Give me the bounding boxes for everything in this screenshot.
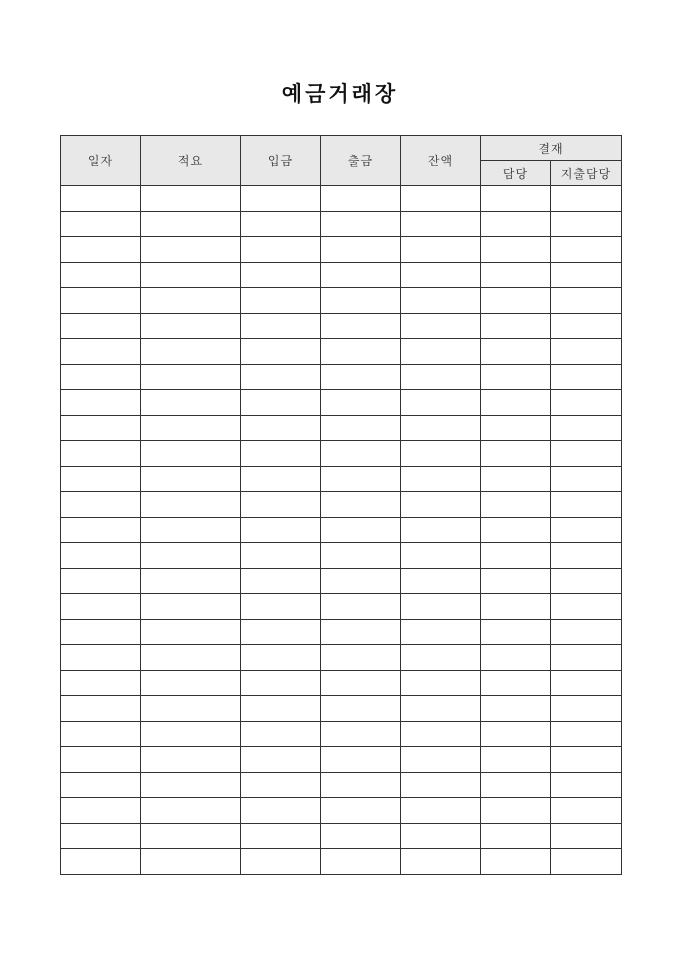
deposit-cell[interactable] [241,262,321,288]
approval-manager-cell[interactable] [481,492,551,518]
balance-cell[interactable] [401,339,481,365]
deposit-cell[interactable] [241,594,321,620]
balance-cell[interactable] [401,543,481,569]
approval-manager-cell[interactable] [481,288,551,314]
approval-expense-manager-cell[interactable] [551,670,622,696]
withdrawal-cell[interactable] [321,211,401,237]
withdrawal-cell[interactable] [321,798,401,824]
withdrawal-cell[interactable] [321,543,401,569]
deposit-cell[interactable] [241,772,321,798]
date-cell[interactable] [61,186,141,212]
deposit-cell[interactable] [241,721,321,747]
description-cell[interactable] [141,186,241,212]
deposit-cell[interactable] [241,670,321,696]
approval-manager-cell[interactable] [481,849,551,875]
withdrawal-cell[interactable] [321,696,401,722]
deposit-cell[interactable] [241,364,321,390]
approval-manager-cell[interactable] [481,798,551,824]
description-cell[interactable] [141,543,241,569]
table-row [61,186,622,212]
deposit-cell[interactable] [241,568,321,594]
deposit-cell[interactable] [241,619,321,645]
date-cell[interactable] [61,747,141,773]
date-cell[interactable] [61,211,141,237]
approval-manager-cell[interactable] [481,313,551,339]
withdrawal-cell[interactable] [321,517,401,543]
withdrawal-cell[interactable] [321,415,401,441]
table-row [61,415,622,441]
balance-cell[interactable] [401,288,481,314]
date-cell[interactable] [61,288,141,314]
balance-cell[interactable] [401,747,481,773]
withdrawal-cell[interactable] [321,721,401,747]
table-row [61,390,622,416]
balance-cell[interactable] [401,364,481,390]
header-balance: 잔액 [401,136,481,186]
deposit-ledger-table [60,135,622,875]
date-cell[interactable] [61,798,141,824]
approval-expense-manager-cell[interactable] [551,721,622,747]
deposit-cell[interactable] [241,211,321,237]
approval-manager-cell[interactable] [481,441,551,467]
date-cell[interactable] [61,466,141,492]
deposit-cell[interactable] [241,237,321,263]
approval-manager-cell[interactable] [481,772,551,798]
deposit-cell[interactable] [241,288,321,314]
table-row [61,543,622,569]
withdrawal-cell[interactable] [321,441,401,467]
approval-expense-manager-cell[interactable] [551,466,622,492]
header-approval: 결재 [481,136,622,161]
approval-manager-cell[interactable] [481,186,551,212]
date-cell[interactable] [61,313,141,339]
approval-expense-manager-cell[interactable] [551,364,622,390]
approval-manager-cell[interactable] [481,237,551,263]
page-title: 예금거래장 [281,81,399,106]
description-cell[interactable] [141,747,241,773]
approval-expense-manager-cell[interactable] [551,390,622,416]
withdrawal-cell[interactable] [321,568,401,594]
withdrawal-cell[interactable] [321,364,401,390]
deposit-cell[interactable] [241,492,321,518]
approval-expense-manager-cell[interactable] [551,696,622,722]
table-row [61,211,622,237]
table-row [61,823,622,849]
balance-cell[interactable] [401,670,481,696]
balance-cell[interactable] [401,594,481,620]
table-row [61,441,622,467]
table-row [61,466,622,492]
header-description: 적요 [141,136,241,186]
table-row [61,849,622,875]
description-cell[interactable] [141,594,241,620]
deposit-cell[interactable] [241,466,321,492]
approval-expense-manager-cell[interactable] [551,441,622,467]
description-cell[interactable] [141,823,241,849]
balance-cell[interactable] [401,823,481,849]
table-row [61,721,622,747]
balance-cell[interactable] [401,211,481,237]
deposit-cell[interactable] [241,186,321,212]
date-cell[interactable] [61,721,141,747]
deposit-cell[interactable] [241,441,321,467]
approval-expense-manager-cell[interactable] [551,772,622,798]
balance-cell[interactable] [401,313,481,339]
approval-manager-cell[interactable] [481,721,551,747]
withdrawal-cell[interactable] [321,313,401,339]
description-cell[interactable] [141,619,241,645]
balance-cell[interactable] [401,415,481,441]
description-cell[interactable] [141,466,241,492]
description-cell[interactable] [141,696,241,722]
description-cell[interactable] [141,798,241,824]
table-row [61,492,622,518]
date-cell[interactable] [61,237,141,263]
approval-manager-cell[interactable] [481,211,551,237]
deposit-cell[interactable] [241,543,321,569]
approval-expense-manager-cell[interactable] [551,517,622,543]
date-cell[interactable] [61,619,141,645]
deposit-cell[interactable] [241,798,321,824]
description-cell[interactable] [141,313,241,339]
description-cell[interactable] [141,721,241,747]
approval-expense-manager-cell[interactable] [551,313,622,339]
description-cell[interactable] [141,390,241,416]
date-cell[interactable] [61,696,141,722]
date-cell[interactable] [61,772,141,798]
deposit-cell[interactable] [241,517,321,543]
deposit-cell[interactable] [241,747,321,773]
approval-manager-cell[interactable] [481,262,551,288]
withdrawal-cell[interactable] [321,186,401,212]
approval-expense-manager-cell[interactable] [551,823,622,849]
withdrawal-cell[interactable] [321,619,401,645]
approval-manager-cell[interactable] [481,364,551,390]
approval-manager-cell[interactable] [481,568,551,594]
description-cell[interactable] [141,517,241,543]
approval-manager-cell[interactable] [481,747,551,773]
withdrawal-cell[interactable] [321,492,401,518]
withdrawal-cell[interactable] [321,390,401,416]
balance-cell[interactable] [401,517,481,543]
approval-manager-cell[interactable] [481,517,551,543]
header-deposit: 입금 [241,136,321,186]
deposit-cell[interactable] [241,849,321,875]
withdrawal-cell[interactable] [321,466,401,492]
deposit-cell[interactable] [241,823,321,849]
withdrawal-cell[interactable] [321,823,401,849]
description-cell[interactable] [141,237,241,263]
approval-expense-manager-cell[interactable] [551,211,622,237]
description-cell[interactable] [141,492,241,518]
date-cell[interactable] [61,441,141,467]
approval-manager-cell[interactable] [481,543,551,569]
date-cell[interactable] [61,568,141,594]
table-row [61,798,622,824]
header-approval-expense-manager: 지출담당 [551,161,622,186]
approval-expense-manager-cell[interactable] [551,543,622,569]
description-cell[interactable] [141,211,241,237]
description-cell[interactable] [141,568,241,594]
approval-expense-manager-cell[interactable] [551,339,622,365]
description-cell[interactable] [141,262,241,288]
date-cell[interactable] [61,415,141,441]
approval-expense-manager-cell[interactable] [551,594,622,620]
balance-cell[interactable] [401,466,481,492]
table-row [61,772,622,798]
approval-expense-manager-cell[interactable] [551,849,622,875]
approval-manager-cell[interactable] [481,619,551,645]
approval-manager-cell[interactable] [481,670,551,696]
withdrawal-cell[interactable] [321,772,401,798]
balance-cell[interactable] [401,798,481,824]
table-row [61,619,622,645]
table-row [61,237,622,263]
table-row [61,594,622,620]
balance-cell[interactable] [401,721,481,747]
balance-cell[interactable] [401,262,481,288]
description-cell[interactable] [141,645,241,671]
approval-manager-cell[interactable] [481,466,551,492]
table-row [61,696,622,722]
withdrawal-cell[interactable] [321,594,401,620]
approval-expense-manager-cell[interactable] [551,262,622,288]
ledger-body [61,186,622,875]
description-cell[interactable] [141,339,241,365]
approval-expense-manager-cell[interactable] [551,619,622,645]
table-row [61,670,622,696]
withdrawal-cell[interactable] [321,262,401,288]
balance-cell[interactable] [401,390,481,416]
date-cell[interactable] [61,543,141,569]
balance-cell[interactable] [401,492,481,518]
table-row [61,313,622,339]
table-row [61,339,622,365]
balance-cell[interactable] [401,237,481,263]
approval-expense-manager-cell[interactable] [551,798,622,824]
approval-manager-cell[interactable] [481,415,551,441]
deposit-cell[interactable] [241,339,321,365]
withdrawal-cell[interactable] [321,645,401,671]
balance-cell[interactable] [401,772,481,798]
date-cell[interactable] [61,492,141,518]
date-cell[interactable] [61,364,141,390]
header-date: 일자 [61,136,141,186]
withdrawal-cell[interactable] [321,339,401,365]
table-row [61,645,622,671]
approval-expense-manager-cell[interactable] [551,492,622,518]
withdrawal-cell[interactable] [321,747,401,773]
approval-manager-cell[interactable] [481,645,551,671]
description-cell[interactable] [141,670,241,696]
date-cell[interactable] [61,594,141,620]
balance-cell[interactable] [401,645,481,671]
table-row [61,364,622,390]
approval-manager-cell[interactable] [481,339,551,365]
approval-manager-cell[interactable] [481,823,551,849]
balance-cell[interactable] [401,186,481,212]
description-cell[interactable] [141,415,241,441]
table-row [61,262,622,288]
approval-expense-manager-cell[interactable] [551,186,622,212]
date-cell[interactable] [61,849,141,875]
approval-expense-manager-cell[interactable] [551,568,622,594]
approval-manager-cell[interactable] [481,390,551,416]
date-cell[interactable] [61,339,141,365]
deposit-cell[interactable] [241,696,321,722]
withdrawal-cell[interactable] [321,849,401,875]
table-row [61,747,622,773]
description-cell[interactable] [141,364,241,390]
deposit-cell[interactable] [241,415,321,441]
balance-cell[interactable] [401,619,481,645]
header-withdrawal: 출금 [321,136,401,186]
approval-expense-manager-cell[interactable] [551,747,622,773]
approval-expense-manager-cell[interactable] [551,288,622,314]
description-cell[interactable] [141,772,241,798]
date-cell[interactable] [61,645,141,671]
description-cell[interactable] [141,288,241,314]
balance-cell[interactable] [401,568,481,594]
description-cell[interactable] [141,441,241,467]
table-row [61,288,622,314]
deposit-cell[interactable] [241,645,321,671]
withdrawal-cell[interactable] [321,237,401,263]
withdrawal-cell[interactable] [321,288,401,314]
approval-expense-manager-cell[interactable] [551,237,622,263]
approval-expense-manager-cell[interactable] [551,645,622,671]
date-cell[interactable] [61,517,141,543]
header-approval-manager: 담당 [481,161,551,186]
balance-cell[interactable] [401,849,481,875]
date-cell[interactable] [61,390,141,416]
deposit-cell[interactable] [241,313,321,339]
date-cell[interactable] [61,262,141,288]
approval-expense-manager-cell[interactable] [551,415,622,441]
date-cell[interactable] [61,670,141,696]
approval-manager-cell[interactable] [481,594,551,620]
description-cell[interactable] [141,849,241,875]
date-cell[interactable] [61,823,141,849]
withdrawal-cell[interactable] [321,670,401,696]
balance-cell[interactable] [401,696,481,722]
balance-cell[interactable] [401,441,481,467]
table-row [61,568,622,594]
deposit-cell[interactable] [241,390,321,416]
table-row [61,517,622,543]
approval-manager-cell[interactable] [481,696,551,722]
